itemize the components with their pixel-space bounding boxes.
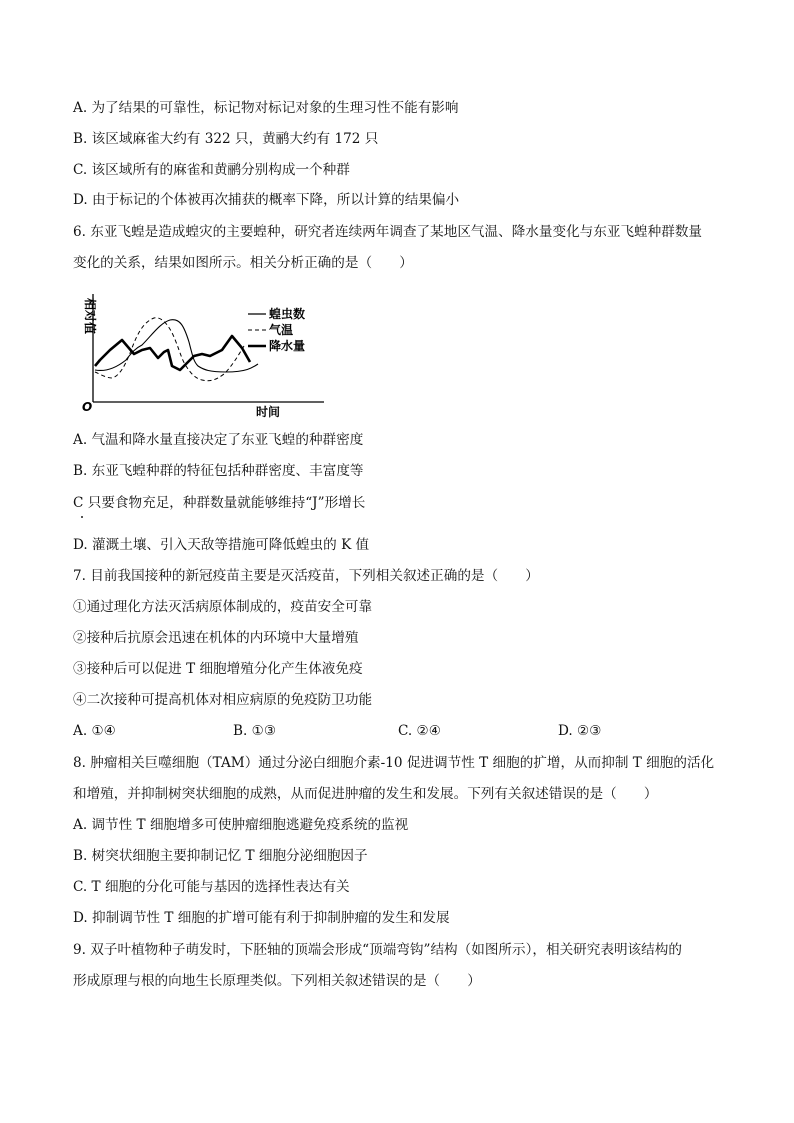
q7-item-4: ④二次接种可提高机体对相应病原的免疫防卫功能 bbox=[73, 692, 373, 708]
legend-precipitation: 降水量 bbox=[269, 339, 306, 353]
q6-option-d: D. 灌溉土壤、引入天敌等措施可降低蝗虫的 K 值 bbox=[73, 537, 370, 553]
q7-item-3: ③接种后可以促进 T 细胞增殖分化产生体液免疫 bbox=[73, 661, 363, 677]
q6-option-b: B. 东亚飞蝗种群的特征包括种群密度、丰富度等 bbox=[73, 463, 364, 479]
q6-stem-line2: 变化的关系，结果如图所示。相关分析正确的是（ ） bbox=[73, 255, 413, 271]
q6-option-c: C 只要食物充足，种群数量就能够维持“J”形增长 bbox=[73, 495, 366, 511]
q8-stem-line2: 和增殖，并抑制树突状细胞的成熟，从而促进肿瘤的发生和发展。下列有关叙述错误的是（ ） bbox=[73, 786, 658, 802]
q7-option-c: C. ②④ bbox=[398, 723, 441, 739]
q5-option-d: D. 由于标记的个体被再次捕获的概率下降，所以计算的结果偏小 bbox=[73, 192, 460, 208]
q7-stem: 7. 目前我国接种的新冠疫苗主要是灭活疫苗，下列相关叙述正确的是（ ） bbox=[73, 568, 539, 584]
locust-count-curve bbox=[95, 320, 258, 372]
q7-item-1: ①通过理化方法灭活病原体制成的，疫苗安全可靠 bbox=[73, 599, 373, 615]
q7-item-2: ②接种后抗原会迅速在机体的内环境中大量增殖 bbox=[73, 630, 359, 646]
y-axis-label: 相对值 bbox=[83, 298, 97, 335]
q9-stem-line1: 9. 双子叶植物种子萌发时，下胚轴的顶端会形成“顶端弯钩”结构（如图所示），相关研究表明该结构的 bbox=[73, 942, 682, 958]
q6-stem-line1: 6. 东亚飞蝗是造成蝗灾的主要蝗种，研究者连续两年调查了某地区气温、降水量变化与东亚飞蝗种群数量 bbox=[73, 224, 703, 240]
q8-option-c: C. T 细胞的分化可能与基因的选择性表达有关 bbox=[73, 879, 350, 895]
q9-stem-line2: 形成原理与根的向地生长原理类似。下列相关叙述错误的是（ ） bbox=[73, 973, 481, 989]
q6-line-graph bbox=[76, 290, 336, 420]
q7-option-b: B. ①③ bbox=[233, 723, 277, 739]
q5-option-a: A. 为了结果的可靠性，标记物对标记对象的生理习性不能有影响 bbox=[73, 100, 459, 116]
q6-option-a: A. 气温和降水量直接决定了东亚飞蝗的种群密度 bbox=[73, 432, 364, 448]
q8-option-d: D. 抑制调节性 T 细胞的扩增可能有利于抑制肿瘤的发生和发展 bbox=[73, 910, 450, 926]
q5-option-b: B. 该区域麻雀大约有 322 只，黄鹂大约有 172 只 bbox=[73, 131, 379, 147]
q6-figure bbox=[76, 290, 336, 420]
stray-dot bbox=[81, 516, 83, 518]
legend-temperature: 气温 bbox=[269, 323, 294, 337]
q8-option-b: B. 树突状细胞主要抑制记忆 T 细胞分泌细胞因子 bbox=[73, 848, 368, 864]
q8-option-a: A. 调节性 T 细胞增多可使肿瘤细胞逃避免疫系统的监视 bbox=[73, 817, 409, 833]
legend-locust: 蝗虫数 bbox=[269, 307, 306, 321]
q7-option-a: A. ①④ bbox=[73, 723, 116, 739]
q7-option-d: D. ②③ bbox=[558, 723, 602, 739]
q5-option-c: C. 该区域所有的麻雀和黄鹂分别构成一个种群 bbox=[73, 162, 350, 178]
x-axis-label: 时间 bbox=[256, 405, 281, 419]
q8-stem-line1: 8. 肿瘤相关巨噬细胞（TAM）通过分泌白细胞介素-10 促进调节性 T 细胞的扩增，从而抑制 T 细胞的活化 bbox=[73, 755, 715, 771]
origin-label: O bbox=[82, 400, 93, 414]
